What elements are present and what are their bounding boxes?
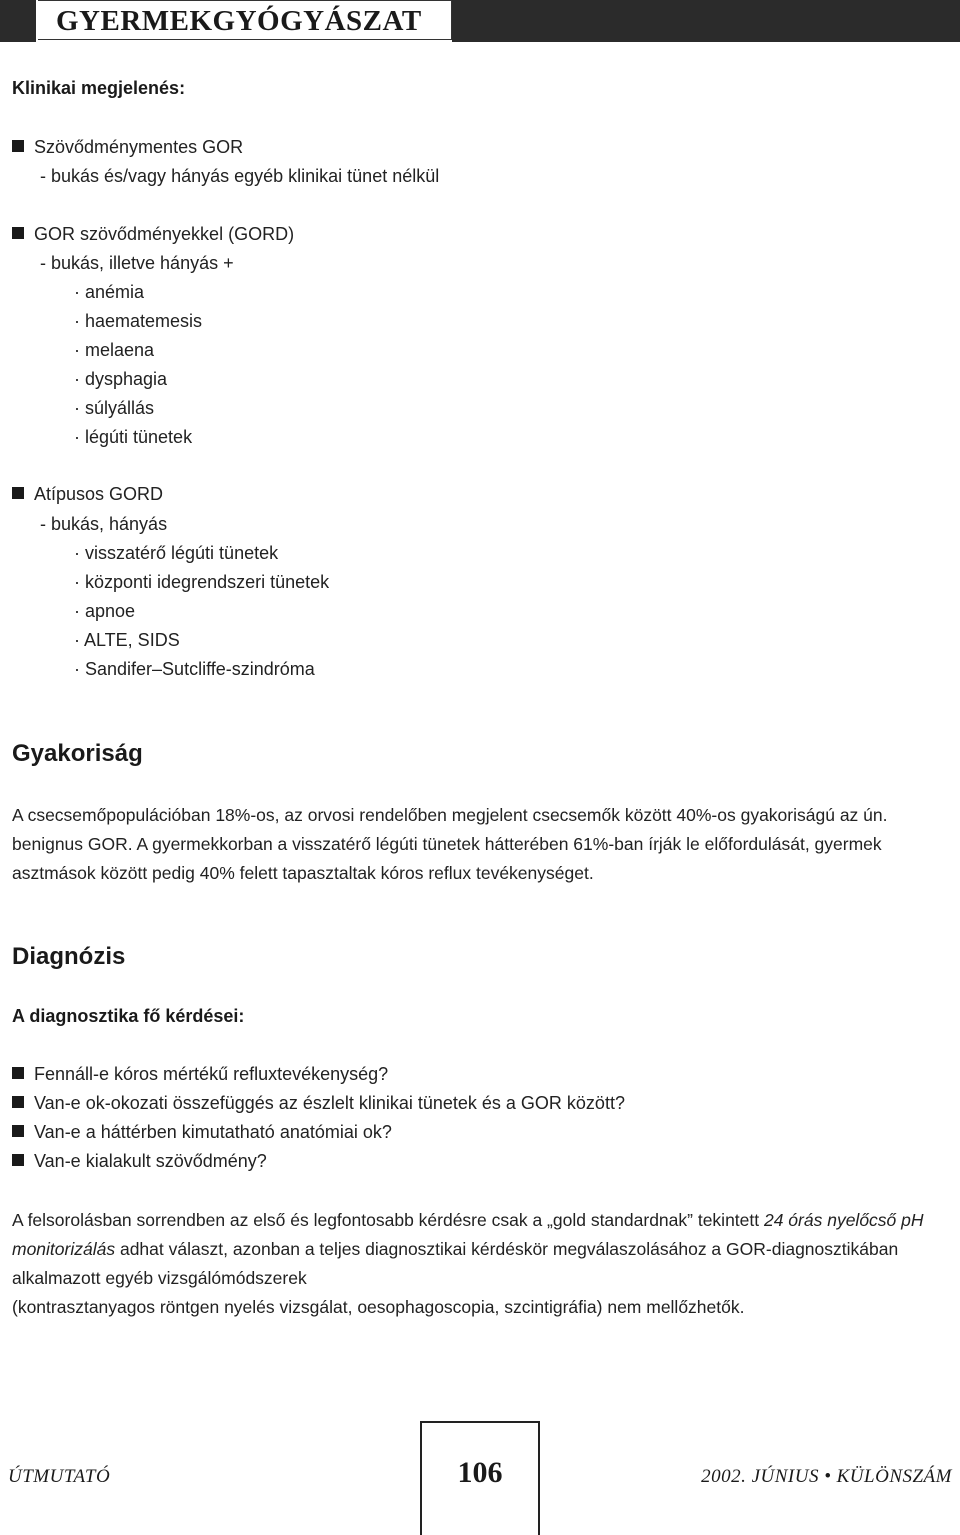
- page-number: 106: [457, 1456, 503, 1489]
- header-bar-right: [452, 0, 960, 42]
- list-subitem: · apnoe: [74, 601, 136, 621]
- square-bullet-icon: [12, 140, 24, 152]
- list-item: Szövődménymentes GOR: [12, 137, 243, 158]
- list-subitem: · dysphagia: [74, 369, 168, 389]
- list-subitem: - bukás, illetve hányás +: [40, 253, 234, 273]
- square-bullet-icon: [12, 227, 24, 239]
- square-bullet-icon: [12, 487, 24, 499]
- list-item: Van-e ok-okozati összefüggés az észlelt klinikai tünetek és a GOR között?: [12, 1093, 625, 1114]
- list-subitem: · súlyállás: [74, 398, 155, 418]
- square-bullet-icon: [12, 1125, 24, 1137]
- list-subitem: - bukás és/vagy hányás egyéb klinikai tünet nélkül: [40, 166, 440, 186]
- list-subitem: · központi idegrendszeri tünetek: [74, 572, 330, 592]
- paragraph-diagnozis: A felsorolásban sorrendben az első és legfontosabb kérdésre csak a „gold standardnak” tekintett 24 órás nyelőcső pH monitorizálás adhat választ, azonban a teljes diagnosztikai kérdéskör megválaszolásához a GOR-diagnosztikában alkalmazott egyéb vizsgálómódszerek (kontrasztanyagos röntgen nyelés vizsgálat, oesophagoscopia, szcintigráfia) nem mellőzhetők.: [12, 1210, 924, 1317]
- list-item: Fennáll-e kóros mértékű refluxtevékenység?: [12, 1064, 388, 1085]
- list-subitem: · légúti tünetek: [74, 427, 193, 447]
- section-heading-gyakorisag: Gyakoriság: [12, 740, 143, 767]
- square-bullet-icon: [12, 1154, 24, 1166]
- list-subitem: · anémia: [74, 282, 145, 302]
- list-item: Atípusos GORD: [12, 484, 163, 505]
- footer-right-label: 2002. JÚNIUS • KÜLÖNSZÁM: [701, 1466, 952, 1487]
- list-subitem: · visszatérő légúti tünetek: [74, 543, 279, 563]
- paragraph-gyakorisag: A csecsemőpopulációban 18%-os, az orvosi rendelőben megjelent csecsemők között 40%-os gyakoriságú az ún. benignus GOR. A gyermekkorban a visszatérő légúti tünetek hátterében 61%-ban írják le előfordulását, gyermek asztmások között pedig 40% felett tapasztaltak kóros reflux tevékenységet.: [12, 805, 888, 883]
- footer-left-label: ÚTMUTATÓ: [8, 1466, 111, 1487]
- list-subitem: · ALTE, SIDS: [74, 630, 180, 650]
- square-bullet-icon: [12, 1067, 24, 1079]
- page-title: GYERMEKGYÓGYÁSZAT: [38, 0, 452, 40]
- subheading-diagnosztika: A diagnosztika fő kérdései:: [12, 1006, 245, 1026]
- list-subitem: · Sandifer–Sutcliffe-szindróma: [74, 659, 315, 679]
- square-bullet-icon: [12, 1096, 24, 1108]
- section-heading-diagnozis: Diagnózis: [12, 943, 126, 970]
- section-heading-klinikai: Klinikai megjelenés:: [12, 78, 186, 98]
- list-item: Van-e kialakult szövődmény?: [12, 1151, 267, 1172]
- list-subitem: · melaena: [74, 340, 155, 360]
- list-item: GOR szövődményekkel (GORD): [12, 224, 294, 245]
- list-subitem: - bukás, hányás: [40, 514, 168, 534]
- header-bar-left: [0, 0, 36, 42]
- list-subitem: · haematemesis: [74, 311, 203, 331]
- list-item: Van-e a háttérben kimutatható anatómiai ok?: [12, 1122, 392, 1143]
